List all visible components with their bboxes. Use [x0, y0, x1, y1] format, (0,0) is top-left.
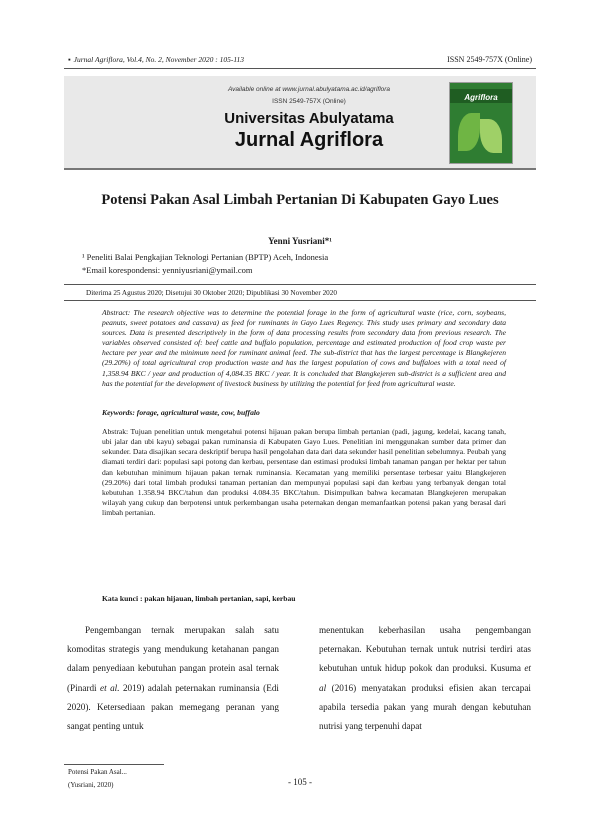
- article-title: Potensi Pakan Asal Limbah Pertanian Di Kabupaten Gayo Lues: [101, 192, 499, 208]
- author-affiliation: ¹ Peneliti Balai Pengkajian Teknologi Pertanian (BPTP) Aceh, Indonesia: [82, 252, 329, 262]
- journal-cover-image: [449, 82, 513, 164]
- keywords-indonesian: Kata kunci : pakan hijauan, limbah pertanian, sapi, kerbau: [102, 594, 296, 603]
- running-header-journal-text: Jurnal Agriflora, Vol.4, No. 2, November 2020 : 105-113: [73, 55, 245, 64]
- running-header-journal: [68, 55, 244, 64]
- body-column-right: menentukan keberhasilan usaha pengembangan peternakan. Kebutuhan ternak untuk nutrisi terdiri atas kebutuhan untuk hidup pokok dan produksi. Kusuma et al (2016) menyatakan produksi efisien akan tercapai apabila tersedia pakan yang murah dengan kebutuhan nutrisi yang terpenuhi dapat: [319, 625, 531, 732]
- dates-rule-top: [64, 284, 536, 285]
- article-author: Yenni Yusriani*¹: [268, 236, 332, 246]
- banner-university: Universitas Abulyatama: [224, 110, 394, 127]
- journal-banner: [64, 76, 536, 170]
- abstract-indonesian: Abstrak: Tujuan penelitian untuk mengetahui potensi hijauan pakan berupa limbah pertanian (padi, jagung, kedelai, kacang tanah, ubi jalar dan ubi kayu) sebagai pakan ruminansia di Kabupaten Gayo Lues. Penelitian ini menggunakan sumber data primer dan sekunder. Data disajikan secara deskriptif berupa hasil pengolahan data dari data sekunder hasil penelitian sebelumnya. Peubah yang diamati terdiri dari: populasi sapi potong dan kerbau, persentase dan estimasi produksi limbah tanaman pangan per hektar per tahun dan kebutuhan minimum hijauan pakan ternak ruminansia. Kecamatan yang memiliki persentase terbesar yaitu Blangkejeren (29.20%) dari total limbah produksi tanaman pertanian dan mempunyai populasi sapi dan kerbau yang terbanyak dengan total kebutuhan 1.358.94 BKC/tahun dan produksi 4.084.35 BKC/tahun. Disimpulkan bahwa kecamatan Blangkejeren merupakan wilayah yang cukup dan berpotensi untuk perkembangan usaha peternakan dengan memanfaatkan potensi pakan yang berasal dari limbah pertanian.: [102, 427, 506, 518]
- bullet-icon: ▪: [68, 55, 71, 64]
- body-column-left: Pengembangan ternak merupakan salah satu komoditas strategis yang mendukung ketahanan pangan dalam penyediaan kebutuhan pangan protein asal ternak (Pinardi et al. 2019) adalah peternakan ruminansia (Edi 2020). Ketersediaan pakan memegang peranan yang sangat penting untuk: [67, 625, 279, 732]
- leaf-icon: [480, 119, 502, 153]
- banner-available-online: Available online at www.jurnal.abulyatama.ac.id/agriflora: [227, 86, 391, 93]
- banner-journal-name: Jurnal Agriflora: [234, 129, 384, 151]
- cover-title: Agriflora: [464, 93, 498, 102]
- footer-rule: [64, 764, 164, 765]
- banner-issn: ISSN 2549-757X (Online): [272, 98, 346, 105]
- abstract-english: Abstract: The research objective was to determine the potential forage in the form of agricultural waste (rice, corn, soybeans, peanuts, sweet potatoes and cassava) as feed for ruminants in Gayo Lues Regency. This study uses primary and secondary data sources. Data is presented descriptively in the form of data processing results from secondary data from previous research. The variables observed consisted of: beef cattle and buffalo population, percentage and estimated production of food crop waste per hectare per year and the minimum need for ruminant animal feed. The sub-district that has the largest percentage is Blangkejeren (29.20%) of total agricultural crop production waste and has the largest population of cows and buffaloes with a total need of 1,358.94 BKC / year and production of 4,084.35 BKC / year. It is concluded that Blangkejeren sub-district is a sufficient area and has the potential for the development of livestock business by utilizing the potential for feed from agricultural waste.: [102, 308, 506, 388]
- keywords-english: Keywords: forage, agricultural waste, cow, buffalo: [102, 408, 260, 417]
- page-number: - 105 -: [288, 777, 312, 787]
- article-dates: Diterima 25 Agustus 2020; Disetujui 30 Oktober 2020; Dipublikasi 30 November 2020: [86, 289, 337, 297]
- correspondence-email: *Email korespondensi: yenniyusriani@ymail.com: [82, 265, 253, 275]
- footer-short-title: Potensi Pakan Asal...: [68, 768, 127, 776]
- footer-short-author: (Yusriani, 2020): [68, 781, 114, 789]
- dates-rule-bottom: [64, 300, 536, 301]
- leaf-icon: [458, 113, 480, 151]
- running-header-issn: ISSN 2549-757X (Online): [447, 55, 532, 64]
- header-rule: [64, 68, 536, 69]
